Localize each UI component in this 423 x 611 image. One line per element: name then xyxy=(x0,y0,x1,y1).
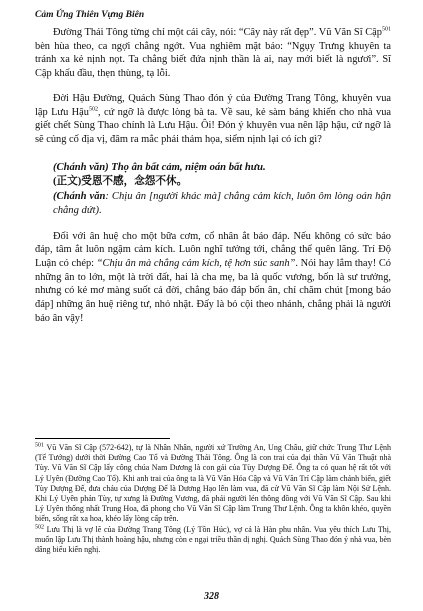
footnote-501-text: Vũ Văn Sĩ Cập (572-642), tự là Nhân Nhân, người xứ Trường An, Ung Châu, giữ chức Trung Thư Lệnh (Tể Tướng) dưới thời Đường Cao Tổ và Đường Thái Tông. Ông là con trai của đại thần Vũ Văn Thuật nhà Tùy. Vũ Văn Sĩ Cập lấy công chúa Nam Dương là con gái của Tùy Dượng Đế. Ông ta có quan hệ rất tốt với Lý Uyên (Đường Cao Tổ). Khi anh trai của ông ta là Vũ Văn Hóa Cập và Vũ Văn Trí Cập làm chánh biến, giết Tùy Dượng Đế, đưa cháu của Dượng Đế là Dương Hạo lên làm vua, đã cử Vũ Văn Sĩ Cập làm Nội Sử Lệnh. Khi Lý Uyên phản Tùy, tự xưng là Đường Vương, đã phái người lén thông đồng với Vũ Văn Sĩ Cập. Sau khi Lý Uyên thống nhất Trung Hoa, đã phong cho Vũ Văn Sĩ Cập làm Trung Thư Lệnh. Ông ta khôn khéo, quyền biến, sống rất xa hoa, khéo lấy lòng cấp trên. xyxy=(35,443,391,524)
footnote-501-number: 501 xyxy=(35,442,44,449)
scripture-citation xyxy=(35,161,391,219)
footnote-501 xyxy=(35,443,391,525)
paragraph-2-text-b: , cứ ngỡ là được lòng bà ta. Về sau, kẻ sàm báng khiến cho nhà vua giết chết Sùng Thao chính là Lưu Hậu. Ôi! Đón ý khuyên vua nên lập hậu, cứ ngỡ là sẽ củng cố địa vị, đâm ra mắc phải thảm họa, siểm nịnh lại có ích gì? xyxy=(35,106,391,145)
citation-translation-label: (Chánh văn xyxy=(53,190,106,202)
paragraph-3-text-b: . Nói hay lắm thay! Có những ân to lớn, một là trời đất, hai là cha mẹ, ba là quốc vương, bốn là sư trưởng, nhưng có kẻ mơ màng suốt cả đời, chẳng báo đáp bốn ân, chỉ chăm chút [mong báo đáp] những ân huệ riêng tư, nhỏ nhặt. Đấy là bỏ cội theo nhánh, chẳng phải là người báo ân vậy! xyxy=(35,258,391,324)
footnote-502-text: Lưu Thị là vợ lẽ của Đường Trang Tông (Lý Tồn Húc), vợ cả là Hàn phu nhân. Vua yêu thích Lưu Thị, muốn lập Lưu Thị thành hoàng hậu, nhưng còn e ngại triều thần dị nghị. Quách Sùng Thao đón ý nhà vua, bèn dâng biểu kiến nghị. xyxy=(35,524,391,555)
running-header: Cảm Ứng Thiên Vựng Biên xyxy=(35,10,145,20)
paragraph-1-text-b: bèn hùa theo, ca ngợi chẳng ngớt. Vua nghiêm mặt bảo: “Ngụy Trưng khuyên ta tránh xa kẻ nịnh nọt. Ta chẳng biết đứa nịnh thần là ai, nay mới biết là ngươi”. Sĩ Cập khấu đầu, thẹn thùng, tạ lỗi. xyxy=(35,40,391,80)
citation-chinese: (正文)受恩不感，念怨不休。 xyxy=(53,176,188,188)
footnote-ref-502[interactable]: 502 xyxy=(88,106,98,113)
paragraph-3 xyxy=(35,230,391,326)
paragraph-3-quote: “Chịu ân mà chẳng cảm kích, tệ hơn súc sanh” xyxy=(96,258,296,270)
citation-translation xyxy=(53,190,391,219)
footnote-502 xyxy=(35,525,391,556)
citation-vietnamese: (Chánh văn) Thọ ân bất cảm, niệm oán bất hưu. xyxy=(53,161,266,173)
footnote-502-number: 502 xyxy=(35,523,44,530)
paragraph-1-text-a: Đường Thái Tông từng chỉ một cái cây, nói: “Cây này rất đẹp”. Vũ Văn Sĩ Cập xyxy=(53,27,382,38)
citation-translation-text: : Chịu ân [người khác mà] chẳng cảm kích, luôn ôm lòng oán hận chẳng dứt). xyxy=(53,190,391,217)
paragraph-3-text-a: Đối với ân huệ cho một bữa cơm, cổ nhân ắt báo đáp. Nếu không có sức báo đáp, tâm ắt luôn ngậm cảm kích. Luôn nghĩ tưởng tới, chẳng thể quên lãng. Trí Độ Luận có chép: xyxy=(35,230,391,270)
paragraph-2 xyxy=(35,92,391,147)
footnote-ref-501[interactable]: 501 xyxy=(382,26,391,33)
paragraph-2-text-a: Đời Hậu Đường, Quách Sùng Thao đón ý của Đường Trang Tông, khuyên vua lập Lưu Hậu xyxy=(35,92,391,118)
main-text xyxy=(35,26,391,326)
footnote-divider xyxy=(35,438,170,439)
paragraph-1 xyxy=(35,26,391,81)
page-number: 328 xyxy=(204,591,219,602)
footnotes xyxy=(35,443,391,555)
